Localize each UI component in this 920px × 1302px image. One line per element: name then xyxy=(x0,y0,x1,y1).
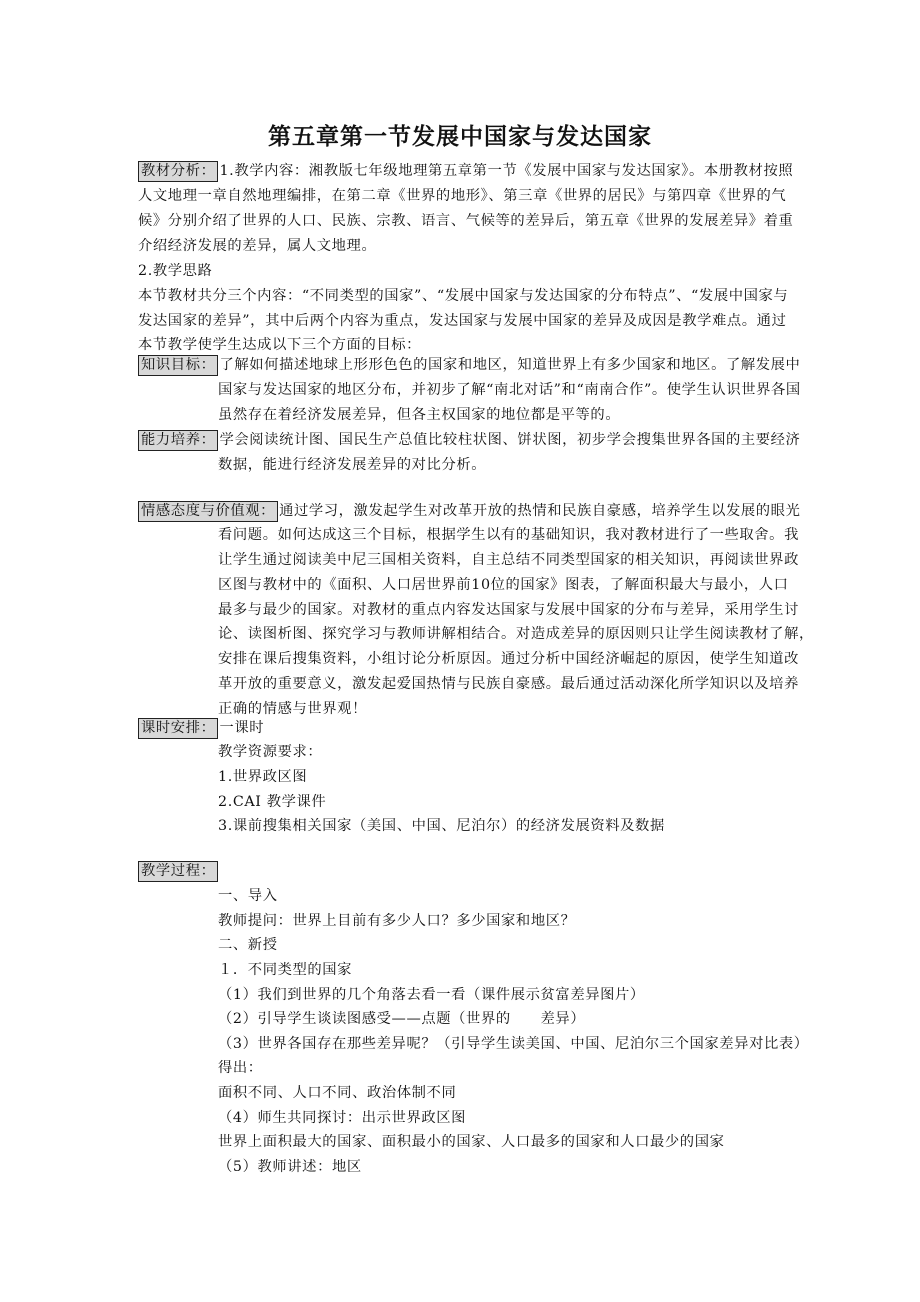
process-line-5: （1）我们到世界的几个角落去看一看（课件展示贫富差异图片） xyxy=(218,987,645,1003)
label-material: 教材分析： xyxy=(138,161,218,182)
process-line-8: 得出： xyxy=(218,1060,263,1076)
emotion-line-5: 最多与最少的国家。对教材的重点内容发达国家与发展中国家的分布与差异，采用学生讨 xyxy=(218,602,799,618)
process-line-1: 一、导入 xyxy=(218,888,278,904)
knowledge-line-3: 虽然存在着经济发展差异，但各主权国家的地位都是平等的。 xyxy=(218,407,621,423)
material-line-2: 人文地理一章自然地理编排，在第二章《世界的地形》、第三章《世界的居民》与第四章《世界的气 xyxy=(138,188,787,204)
schedule-line-1: 课时安排： 一课时 xyxy=(138,716,264,740)
knowledge-line-1: 知识目标： 了解如何描述地球上形形色色的国家和地区，知道世界上有多少国家和地区。了解发展中 xyxy=(138,353,800,377)
emotion-line-9: 正确的情感与世界观！ xyxy=(218,701,367,717)
process-line-12: （5）教师讲述：地区 xyxy=(218,1159,362,1175)
process-line-7: （3）世界各国存在那些差异呢？（引导学生读美国、中国、尼泊尔三个国家差异对比表） xyxy=(218,1036,809,1052)
emotion-line-7: 安排在课后搜集资料，小组讨论分析原因。通过分析中国经济崛起的原因，使学生知道改 xyxy=(218,651,799,667)
material-line-4: 介绍经济发展的差异，属人文地理。 xyxy=(138,238,377,254)
label-ability: 能力培养： xyxy=(138,430,218,451)
emotion-line-8: 革开放的重要意义，激发起爱国热情与民族自豪感。最后通过活动深化所学知识以及培养 xyxy=(218,676,799,692)
document-title: 第五章第一节发展中国家与发达国家 xyxy=(268,124,652,150)
process-line-10: （4）师生共同探讨：出示世界政区图 xyxy=(218,1110,467,1126)
schedule-line-5: 3.课前搜集相关国家（美国、中国、尼泊尔）的经济发展资料及数据 xyxy=(218,818,665,834)
process-line-9: 面积不同、人口不同、政治体制不同 xyxy=(218,1085,457,1101)
schedule-line-3: 1.世界政区图 xyxy=(218,769,308,785)
process-line-4: １．不同类型的国家 xyxy=(218,962,353,978)
schedule-line-4: 2.CAI 教学课件 xyxy=(218,794,327,810)
label-schedule: 课时安排： xyxy=(138,718,218,739)
emotion-line-3: 让学生通过阅读美中尼三国相关资料，自主总结不同类型国家的相关知识，再阅读世界政 xyxy=(218,552,799,568)
material-line-7: 发达国家的差异”，其中后两个内容为重点，发达国家与发展中国家的差异及成因是教学难点。通过 xyxy=(138,313,787,329)
material-line-6: 本节教材共分三个内容：“不同类型的国家”、“发展中国家与发达国家的分布特点”、“发展中国家与 xyxy=(138,288,789,304)
schedule-line-2: 教学资源要求： xyxy=(218,744,323,760)
label-process: 教学过程： xyxy=(138,861,218,882)
process-line-6: （2）引导学生谈读图感受——点题（世界的 差异） xyxy=(218,1011,586,1027)
material-line-3: 候》分别介绍了世界的人口、民族、宗教、语言、气候等的差异后，第五章《世界的发展差异》着重 xyxy=(138,213,794,229)
label-knowledge: 知识目标： xyxy=(138,355,218,376)
process-line-11: 世界上面积最大的国家、面积最小的国家、人口最多的国家和人口最少的国家 xyxy=(218,1134,725,1150)
emotion-line-2: 看问题。如何达成这三个目标，根据学生以有的基础知识，我对教材进行了一些取舍。我 xyxy=(218,527,799,543)
ability-line-2: 数据，能进行经济发展差异的对比分析。 xyxy=(218,457,487,473)
knowledge-line-2: 国家与发达国家的地区分布，并初步了解“南北对话”和“南南合作”。使学生认识世界各国 xyxy=(218,382,801,398)
process-line-2: 教师提问：世界上目前有多少人口？多少国家和地区？ xyxy=(218,913,576,929)
process-line-3: 二、新授 xyxy=(218,937,278,953)
material-line-8: 本节教学使学生达成以下三个方面的目标： xyxy=(138,337,422,353)
material-line-5: 2.教学思路 xyxy=(138,263,213,279)
process-label-line xyxy=(138,859,219,883)
material-line-1: 教材分析： 1.教学内容：湘教版七年级地理第五章第一节《发展中国家与发达国家》。本册教材按照 xyxy=(138,159,793,183)
emotion-line-4: 区图与教材中的《面积、人口居世界前10位的国家》图表，了解面积最大与最小，人口 xyxy=(218,577,789,593)
ability-line-1: 能力培养： 学会阅读统计图、国民生产总值比较柱状图、饼状图，初步学会搜集世界各国的主要经济 xyxy=(138,428,800,452)
emotion-line-1: 情感态度与价值观： 通过学习，激发起学生对改革开放的热情和民族自豪感，培养学生以发展的眼光 xyxy=(138,499,800,523)
emotion-line-6: 论、读图析图、探究学习与教师讲解相结合。对造成差异的原因则只让学生阅读教材了解， xyxy=(218,626,814,642)
label-emotion: 情感态度与价值观： xyxy=(138,501,278,522)
